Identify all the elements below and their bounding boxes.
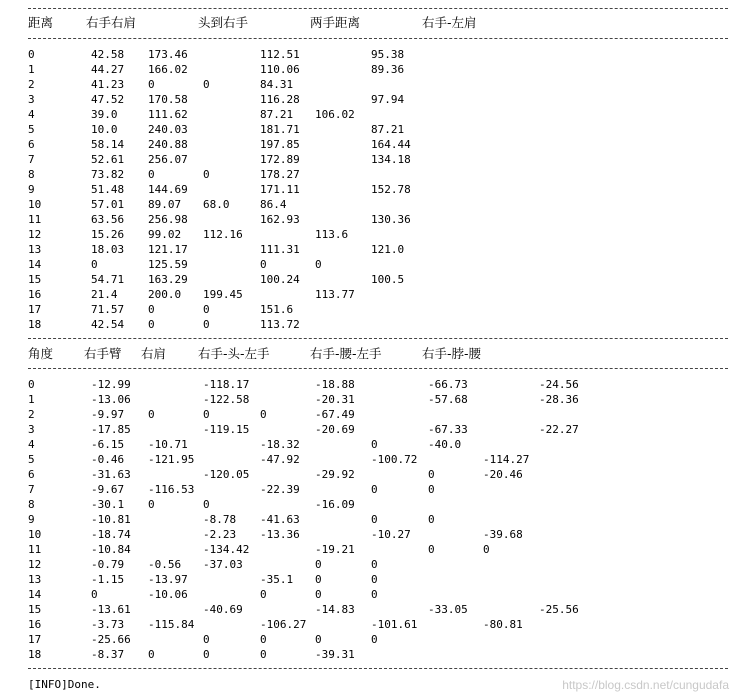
angle-cell: 12 — [28, 558, 42, 571]
angle-header-cell: 右手臂 — [84, 346, 122, 361]
angle-cell: 0 — [148, 408, 155, 421]
distance-cell: 42.58 — [91, 48, 125, 61]
angle-cell: -22.39 — [260, 483, 300, 496]
distance-cell: 63.56 — [91, 213, 125, 226]
angle-cell: 0 — [371, 633, 378, 646]
distance-cell: 181.71 — [260, 123, 300, 136]
distance-cell: 162.93 — [260, 213, 300, 226]
angle-cell: 18 — [28, 648, 42, 661]
distance-cell: 57.01 — [91, 198, 125, 211]
angle-cell: -10.06 — [148, 588, 188, 601]
angle-cell: -67.33 — [428, 423, 468, 436]
angle-cell: 10 — [28, 528, 42, 541]
distance-cell: 9 — [28, 183, 35, 196]
angle-cell: -2.23 — [203, 528, 237, 541]
distance-cell: 2 — [28, 78, 35, 91]
angle-cell: 0 — [428, 468, 435, 481]
distance-cell: 89.36 — [371, 63, 405, 76]
angle-cell: -37.03 — [203, 558, 243, 571]
distance-cell: 106.02 — [315, 108, 355, 121]
angle-cell: 0 — [371, 558, 378, 571]
angle-header-cell: 右肩 — [141, 346, 167, 361]
angle-cell: 0 — [315, 573, 322, 586]
distance-header-cell: 两手距离 — [310, 15, 361, 30]
distance-cell: 44.27 — [91, 63, 125, 76]
distance-cell: 86.4 — [260, 198, 287, 211]
distance-cell: 0 — [203, 303, 210, 316]
angle-cell: 6 — [28, 468, 35, 481]
angle-cell: 13 — [28, 573, 42, 586]
distance-cell: 178.27 — [260, 168, 300, 181]
distance-cell: 11 — [28, 213, 42, 226]
distance-cell: 95.38 — [371, 48, 405, 61]
distance-cell: 21.4 — [91, 288, 118, 301]
angle-cell: -40.0 — [428, 438, 462, 451]
angle-cell: 0 — [203, 633, 210, 646]
angle-cell: -101.61 — [371, 618, 418, 631]
distance-cell: 73.82 — [91, 168, 125, 181]
distance-cell: 47.52 — [91, 93, 125, 106]
angle-cell: -120.05 — [203, 468, 250, 481]
distance-cell: 144.69 — [148, 183, 188, 196]
angle-cell: -121.95 — [148, 453, 195, 466]
angle-cell: 0 — [260, 633, 267, 646]
angle-cell: 0 — [315, 558, 322, 571]
distance-cell: 100.5 — [371, 273, 405, 286]
distance-cell: 256.07 — [148, 153, 188, 166]
distance-cell: 16 — [28, 288, 42, 301]
angle-cell: -22.27 — [539, 423, 579, 436]
distance-cell: 68.0 — [203, 198, 230, 211]
angle-cell: -67.49 — [315, 408, 355, 421]
angle-cell: -16.09 — [315, 498, 355, 511]
distance-cell: 3 — [28, 93, 35, 106]
distance-cell: 0 — [148, 318, 155, 331]
distance-cell: 0 — [28, 48, 35, 61]
distance-cell: 111.31 — [260, 243, 300, 256]
angle-cell: 5 — [28, 453, 35, 466]
angle-cell: -20.46 — [483, 468, 523, 481]
angle-cell: -25.56 — [539, 603, 579, 616]
distance-cell: 84.31 — [260, 78, 294, 91]
angle-cell: -20.69 — [315, 423, 355, 436]
angle-cell: -0.79 — [91, 558, 125, 571]
angle-cell: -39.31 — [315, 648, 355, 661]
angle-cell: -14.83 — [315, 603, 355, 616]
angle-cell: 0 — [371, 483, 378, 496]
angle-cell: 0 — [148, 648, 155, 661]
distance-cell: 6 — [28, 138, 35, 151]
angle-cell: 16 — [28, 618, 42, 631]
angle-cell: -3.73 — [91, 618, 125, 631]
angle-cell: 0 — [371, 573, 378, 586]
angle-cell: 0 — [260, 648, 267, 661]
angle-cell: -13.36 — [260, 528, 300, 541]
distance-cell: 125.59 — [148, 258, 188, 271]
distance-cell: 0 — [148, 78, 155, 91]
distance-cell: 0 — [148, 168, 155, 181]
distance-header-cell: 头到右手 — [198, 15, 249, 30]
angle-cell: -9.97 — [91, 408, 125, 421]
angle-cell: 0 — [260, 408, 267, 421]
angle-cell: -40.69 — [203, 603, 243, 616]
angle-cell: -18.74 — [91, 528, 131, 541]
angle-cell: -24.56 — [539, 378, 579, 391]
angle-cell: -0.56 — [148, 558, 182, 571]
angle-cell: 0 — [483, 543, 490, 556]
angle-cell: -13.06 — [91, 393, 131, 406]
angle-cell: 0 — [203, 648, 210, 661]
angle-cell: -18.32 — [260, 438, 300, 451]
angle-cell: 15 — [28, 603, 42, 616]
distance-cell: 99.02 — [148, 228, 182, 241]
distance-cell: 1 — [28, 63, 35, 76]
angle-cell: 0 — [371, 438, 378, 451]
angle-cell: -25.66 — [91, 633, 131, 646]
distance-cell: 8 — [28, 168, 35, 181]
angle-header-cell: 角度 — [28, 346, 54, 361]
angle-cell: 11 — [28, 543, 42, 556]
section-divider-rule — [28, 338, 728, 339]
angle-cell: -19.21 — [315, 543, 355, 556]
angle-cell: -0.46 — [91, 453, 125, 466]
distance-cell: 13 — [28, 243, 42, 256]
angle-cell: -122.58 — [203, 393, 250, 406]
angle-cell: -134.42 — [203, 543, 250, 556]
angle-cell: -118.17 — [203, 378, 250, 391]
distance-cell: 4 — [28, 108, 35, 121]
angle-cell: 0 — [428, 543, 435, 556]
angle-cell: -9.67 — [91, 483, 125, 496]
distance-cell: 89.07 — [148, 198, 182, 211]
distance-cell: 111.62 — [148, 108, 188, 121]
distance-cell: 5 — [28, 123, 35, 136]
distance-header-rule — [28, 38, 728, 39]
angle-cell: 9 — [28, 513, 35, 526]
distance-cell: 170.58 — [148, 93, 188, 106]
distance-cell: 18 — [28, 318, 42, 331]
console-output — [28, 0, 728, 698]
distance-header-cell: 距离 — [28, 15, 54, 30]
angle-cell: -12.99 — [91, 378, 131, 391]
distance-cell: 166.02 — [148, 63, 188, 76]
angle-cell: -10.84 — [91, 543, 131, 556]
angle-cell: -47.92 — [260, 453, 300, 466]
angle-cell: 4 — [28, 438, 35, 451]
distance-cell: 18.03 — [91, 243, 125, 256]
distance-cell: 152.78 — [371, 183, 411, 196]
distance-cell: 12 — [28, 228, 42, 241]
distance-cell: 41.23 — [91, 78, 125, 91]
distance-cell: 113.77 — [315, 288, 355, 301]
distance-cell: 15.26 — [91, 228, 125, 241]
angle-cell: -100.72 — [371, 453, 418, 466]
angle-header-cell: 右手-腰-左手 — [310, 346, 382, 361]
distance-cell: 0 — [91, 258, 98, 271]
angle-cell: -28.36 — [539, 393, 579, 406]
distance-cell: 87.21 — [260, 108, 294, 121]
angle-cell: 0 — [203, 498, 210, 511]
angle-cell: 3 — [28, 423, 35, 436]
distance-cell: 17 — [28, 303, 42, 316]
angle-cell: -114.27 — [483, 453, 530, 466]
distance-cell: 97.94 — [371, 93, 405, 106]
distance-header-cell: 右手右肩 — [86, 15, 137, 30]
distance-cell: 240.88 — [148, 138, 188, 151]
angle-cell: 17 — [28, 633, 42, 646]
angle-header-cell: 右手-头-左手 — [198, 346, 270, 361]
angle-cell: 0 — [148, 498, 155, 511]
angle-cell: -30.1 — [91, 498, 125, 511]
distance-cell: 130.36 — [371, 213, 411, 226]
status-line: [INFO]Done. — [28, 678, 101, 691]
angle-cell: 0 — [315, 588, 322, 601]
angle-cell: -80.81 — [483, 618, 523, 631]
top-rule — [28, 8, 728, 9]
angle-cell: 14 — [28, 588, 42, 601]
angle-cell: -8.37 — [91, 648, 125, 661]
distance-cell: 71.57 — [91, 303, 125, 316]
distance-cell: 113.6 — [315, 228, 349, 241]
angle-cell: 0 — [91, 588, 98, 601]
distance-cell: 171.11 — [260, 183, 300, 196]
angle-cell: -13.61 — [91, 603, 131, 616]
distance-cell: 39.0 — [91, 108, 118, 121]
distance-cell: 0 — [203, 168, 210, 181]
distance-cell: 173.46 — [148, 48, 188, 61]
distance-cell: 164.44 — [371, 138, 411, 151]
angle-cell: -116.53 — [148, 483, 195, 496]
distance-cell: 7 — [28, 153, 35, 166]
distance-cell: 121.0 — [371, 243, 405, 256]
angle-cell: -66.73 — [428, 378, 468, 391]
angle-cell: -119.15 — [203, 423, 250, 436]
angle-cell: 0 — [28, 378, 35, 391]
angle-cell: -39.68 — [483, 528, 523, 541]
angle-cell: -35.1 — [260, 573, 294, 586]
angle-cell: 0 — [428, 483, 435, 496]
distance-cell: 172.89 — [260, 153, 300, 166]
angle-cell: -1.15 — [91, 573, 125, 586]
angle-cell: -20.31 — [315, 393, 355, 406]
angle-cell: -57.68 — [428, 393, 468, 406]
distance-cell: 134.18 — [371, 153, 411, 166]
distance-cell: 54.71 — [91, 273, 125, 286]
angle-header-cell: 右手-脖-腰 — [422, 346, 482, 361]
distance-cell: 151.6 — [260, 303, 294, 316]
distance-cell: 199.45 — [203, 288, 243, 301]
angle-cell: 0 — [428, 513, 435, 526]
distance-cell: 163.29 — [148, 273, 188, 286]
angle-cell: -10.27 — [371, 528, 411, 541]
angle-cell: -115.84 — [148, 618, 195, 631]
angle-cell: -106.27 — [260, 618, 307, 631]
angle-cell: -29.92 — [315, 468, 355, 481]
distance-cell: 116.28 — [260, 93, 300, 106]
angle-cell: -18.88 — [315, 378, 355, 391]
distance-cell: 240.03 — [148, 123, 188, 136]
angle-cell: 0 — [260, 588, 267, 601]
distance-cell: 0 — [203, 78, 210, 91]
angle-cell: 0 — [203, 408, 210, 421]
angle-cell: 1 — [28, 393, 35, 406]
distance-cell: 200.0 — [148, 288, 182, 301]
distance-cell: 52.61 — [91, 153, 125, 166]
distance-cell: 112.51 — [260, 48, 300, 61]
distance-cell: 113.72 — [260, 318, 300, 331]
distance-cell: 58.14 — [91, 138, 125, 151]
angle-cell: -10.81 — [91, 513, 131, 526]
distance-cell: 10 — [28, 198, 42, 211]
distance-cell: 87.21 — [371, 123, 405, 136]
angle-cell: -10.71 — [148, 438, 188, 451]
angle-cell: -13.97 — [148, 573, 188, 586]
distance-cell: 0 — [260, 258, 267, 271]
distance-cell: 197.85 — [260, 138, 300, 151]
angle-cell: -17.85 — [91, 423, 131, 436]
distance-cell: 15 — [28, 273, 42, 286]
angle-cell: -33.05 — [428, 603, 468, 616]
angle-cell: -8.78 — [203, 513, 237, 526]
distance-cell: 42.54 — [91, 318, 125, 331]
distance-cell: 256.98 — [148, 213, 188, 226]
distance-cell: 14 — [28, 258, 42, 271]
distance-cell: 0 — [148, 303, 155, 316]
distance-cell: 51.48 — [91, 183, 125, 196]
distance-cell: 10.0 — [91, 123, 118, 136]
distance-cell: 0 — [203, 318, 210, 331]
distance-cell: 121.17 — [148, 243, 188, 256]
angle-cell: 2 — [28, 408, 35, 421]
distance-cell: 110.06 — [260, 63, 300, 76]
angle-cell: -41.63 — [260, 513, 300, 526]
angle-cell: 7 — [28, 483, 35, 496]
angle-cell: 0 — [371, 588, 378, 601]
distance-cell: 112.16 — [203, 228, 243, 241]
distance-header-cell: 右手-左肩 — [422, 15, 477, 30]
bottom-rule — [28, 668, 728, 669]
distance-cell: 0 — [315, 258, 322, 271]
angle-cell: 0 — [371, 513, 378, 526]
angle-cell: 0 — [315, 633, 322, 646]
angle-cell: 8 — [28, 498, 35, 511]
watermark: https://blog.csdn.net/cungudafa — [562, 678, 729, 692]
angle-header-rule — [28, 368, 728, 369]
angle-cell: -6.15 — [91, 438, 125, 451]
angle-cell: -31.63 — [91, 468, 131, 481]
distance-cell: 100.24 — [260, 273, 300, 286]
